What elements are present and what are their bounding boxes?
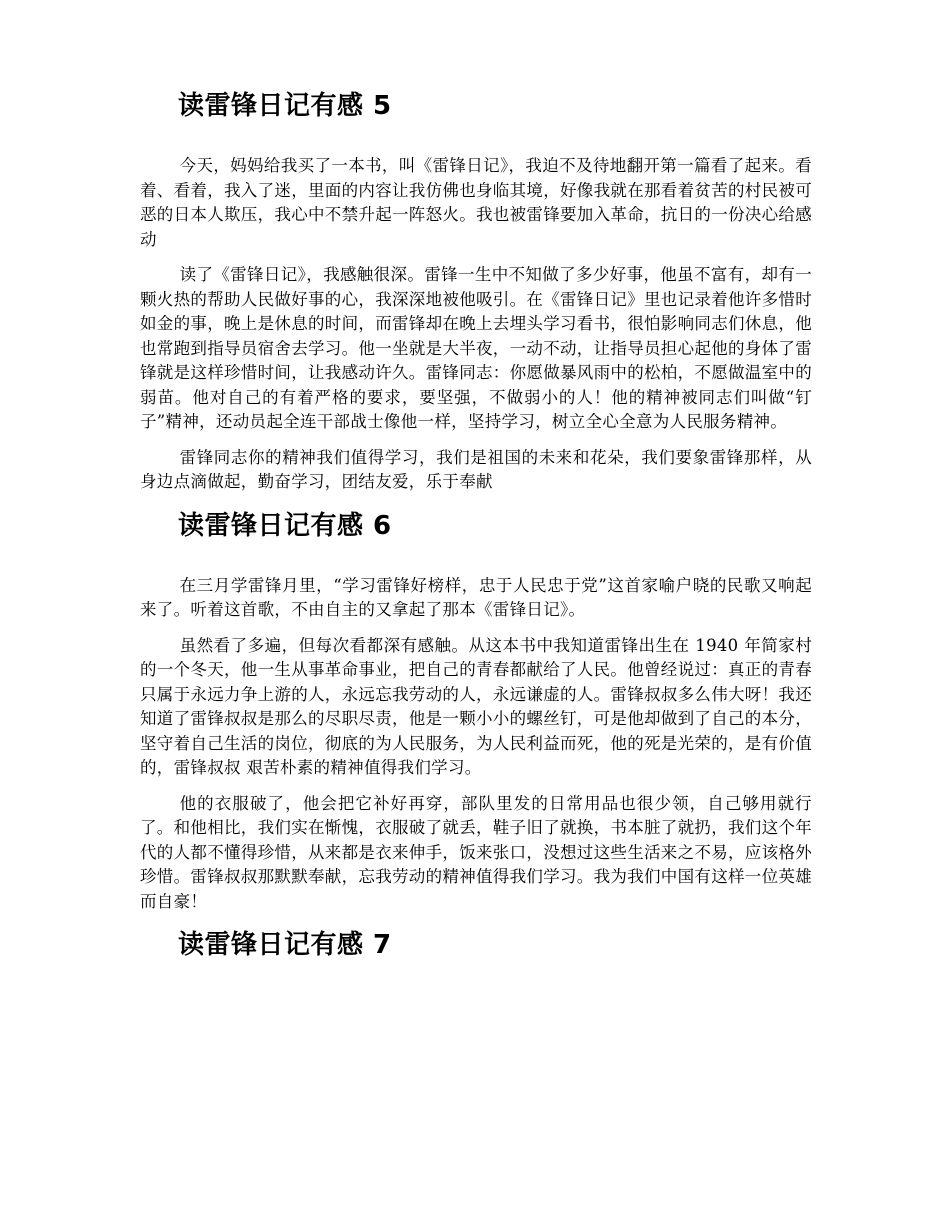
paragraph: 虽然看了多遍，但每次看都深有感触。从这本书中我知道雷锋出生在 1940 年简家村的一个冬天，他一生从事革命事业，把自己的青春都献给了人民。他曾经说过：真正的青春只属于永远力争上游的人，永远忘我劳动的人，永远谦虚的人。雷锋叔叔多么伟大呀！我还知道了雷锋叔叔是那么的尽职尽责，他是一颗小小的螺丝钉，可是他却做到了自己的本分，坚守着自己生活的岗位，彻底的为人民服务，为人民利益而死，他的死是光荣的，是有价值的，雷锋叔叔 艰苦朴素的精神值得我们学习。 [140,635,812,777]
paragraph: 今天，妈妈给我买了一本书，叫《雷锋日记》，我迫不及待地翻开第一篇看了起来。看着、看着，我入了迷，里面的内容让我仿佛也身临其境，好像我就在那看着贫苦的村民被可恶的日本人欺压，我心中不禁升起一阵怒火。我也被雷锋要加入革命，抗日的一份决心给感动 [140,156,812,249]
document-page [140,86,812,965]
spacer [140,546,812,574]
section-heading: 读雷锋日记有感 7 [178,930,392,960]
paragraph: 读了《雷锋日记》，我感触很深。雷锋一生中不知做了多少好事，他虽不富有，却有一颗火热的帮助人民做好事的心，我深深地被他吸引。在《雷锋日记》里也记录着他许多惜时如金的事，晚上是休息的时间，而雷锋却在晚上去埋头学习看书，很怕影响同志们休息，他也常跑到指导员宿舍去学习。他一坐就是大半夜，一动不动，让指导员担心起他的身体了雷锋就是这样珍惜时间，让我感动许久。雷锋同志：你愿做暴风雨中的松柏，不愿做温室中的弱苗。他对自己的有着严格的要求，要坚强，不做弱小的人！他的精神被同志们叫做“钉子”精神，还动员起全连干部战士像他一样，坚持学习，树立全心全意为人民服务精神。 [140,265,812,431]
paragraph: 在三月学雷锋月里，“学习雷锋好榜样，忠于人民忠于党”这首家喻户晓的民歌又响起来了。听着这首歌，不由自主的又拿起了那本《雷锋日记》。 [140,575,812,619]
section-heading: 读雷锋日记有感 6 [178,510,392,541]
section-heading: 读雷锋日记有感 5 [178,91,392,121]
spacer [140,126,812,154]
paragraph: 雷锋同志你的精神我们值得学习，我们是祖国的未来和花朵，我们要象雷锋那样，从身边点滴做起，勤奋学习，团结友爱，乐于奉献 [140,447,812,491]
paragraph: 他的衣服破了，他会把它补好再穿，部队里发的日常用品也很少领，自己够用就行了。和他相比，我们实在惭愧，衣服破了就丢，鞋子旧了就换，书本脏了就扔，我们这个年代的人都不懂得珍惜，从来都是衣来伸手，饭来张口，没想过这些生活来之不易，应该格外珍惜。雷锋叔叔那默默奉献，忘我劳动的精神值得我们学习。我为我们中国有这样一位英雄而自豪！ [140,793,812,911]
